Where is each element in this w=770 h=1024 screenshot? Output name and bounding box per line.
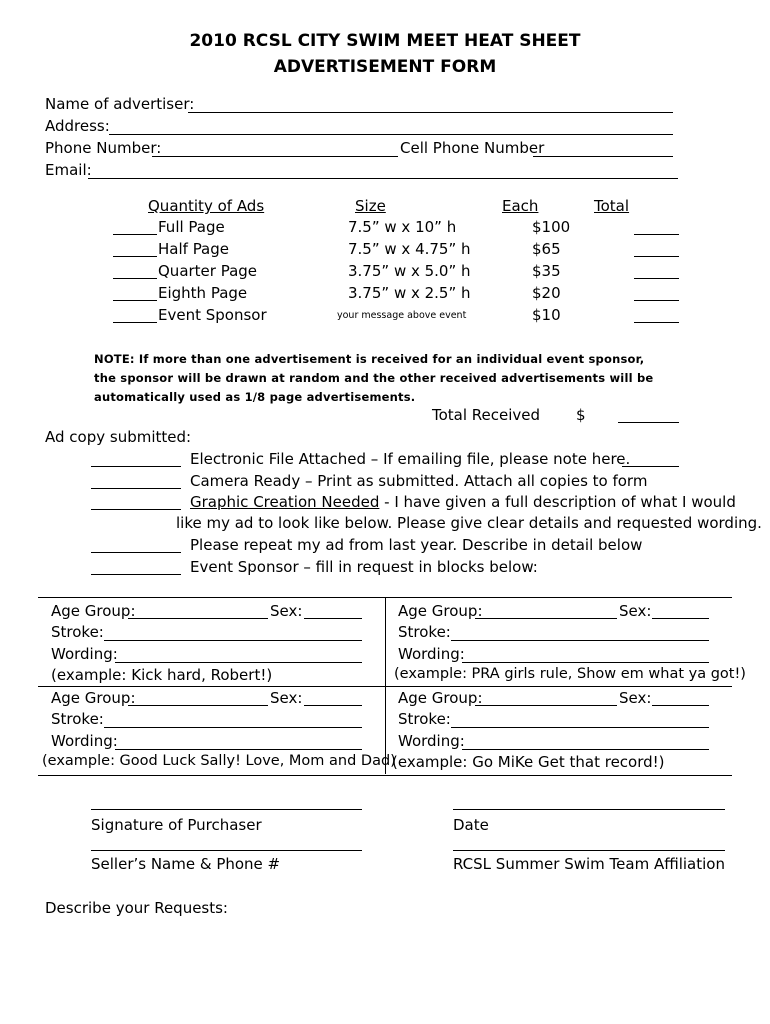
half-page-qty-field[interactable] [113, 256, 157, 257]
affiliation-label: RCSL Summer Swim Team Affiliation [453, 855, 725, 873]
cell-phone-field[interactable] [533, 156, 673, 157]
email-field[interactable] [88, 178, 678, 179]
quarter-page-qty-field[interactable] [113, 278, 157, 279]
age-group-field[interactable] [128, 618, 268, 619]
form-title-line2: ADVERTISEMENT FORM [273, 57, 497, 77]
graphic-creation-label: Graphic Creation Needed [190, 493, 380, 511]
purchaser-signature-label: Signature of Purchaser [91, 816, 262, 834]
age-group-label: Age Group: [51, 689, 136, 707]
affiliation-field[interactable] [453, 850, 725, 851]
note-line3: automatically used as 1/8 page advertisements. [94, 390, 416, 404]
wording-field[interactable] [115, 662, 362, 663]
age-group-field[interactable] [128, 705, 268, 706]
quarter-page-total-field[interactable] [634, 278, 679, 279]
wording-label: Wording: [398, 732, 465, 750]
sex-label: Sex: [619, 602, 652, 620]
seller-name-field[interactable] [91, 850, 362, 851]
email-label: Email: [45, 161, 92, 179]
wording-field[interactable] [115, 749, 362, 750]
stroke-label: Stroke: [51, 710, 104, 728]
example-text: (example: Kick hard, Robert!) [51, 666, 273, 684]
ad-size: your message above event [337, 310, 467, 321]
advertiser-name-label: Name of advertiser: [45, 95, 195, 113]
form-title-line1: 2010 RCSL CITY SWIM MEET HEAT SHEET [189, 31, 581, 51]
stroke-field[interactable] [104, 640, 362, 641]
age-group-label: Age Group: [51, 602, 136, 620]
repeat-ad-checkbox[interactable] [91, 552, 181, 553]
age-group-field[interactable] [475, 618, 617, 619]
ad-name: Half Page [158, 240, 230, 258]
note-line2: the sponsor will be drawn at random and the other received advertisements will be [94, 371, 654, 385]
event-sponsor-checkbox[interactable] [91, 574, 181, 575]
age-group-field[interactable] [475, 705, 617, 706]
total-header: Total [594, 197, 630, 215]
ad-name: Quarter Page [158, 262, 258, 280]
wording-label: Wording: [51, 645, 118, 663]
electronic-file-checkbox[interactable] [91, 466, 181, 467]
graphic-creation-description: - I have given a full description of what I would [379, 493, 736, 511]
age-group-label: Age Group: [398, 689, 483, 707]
total-received-field[interactable] [618, 422, 679, 423]
ad-size: 3.75” w x 5.0” h [348, 262, 471, 280]
email-note-field[interactable] [622, 466, 679, 467]
describe-requests-area[interactable] [45, 922, 725, 1012]
sex-label: Sex: [270, 689, 303, 707]
ad-name: Event Sponsor [158, 306, 267, 324]
date-field[interactable] [453, 809, 725, 810]
ad-size: 3.75” w x 2.5” h [348, 284, 471, 302]
half-page-total-field[interactable] [634, 256, 679, 257]
example-text: (example: PRA girls rule, Show em what ya got!) [394, 666, 746, 682]
ad-name: Eighth Page [158, 284, 248, 302]
cell-phone-label: Cell Phone Number [400, 139, 545, 157]
stroke-field[interactable] [104, 727, 362, 728]
total-received-currency: $ [576, 406, 586, 424]
describe-requests-label: Describe your Requests: [45, 899, 228, 917]
sex-label: Sex: [270, 602, 303, 620]
ad-price: $20 [532, 284, 561, 302]
grid-horizontal-divider [38, 686, 732, 687]
ad-price: $10 [532, 306, 561, 324]
seller-name-label: Seller’s Name & Phone # [91, 855, 281, 873]
full-page-qty-field[interactable] [113, 234, 157, 235]
ad-price: $65 [532, 240, 561, 258]
ad-copy-label: Ad copy submitted: [45, 428, 192, 446]
total-received-label: Total Received [432, 406, 541, 424]
note-line1: NOTE: If more than one advertisement is received for an individual event sponsor, [94, 352, 645, 366]
event-sponsor-total-field[interactable] [634, 322, 679, 323]
date-label: Date [453, 816, 489, 834]
sex-field[interactable] [652, 705, 709, 706]
stroke-field[interactable] [451, 727, 709, 728]
stroke-label: Stroke: [398, 710, 451, 728]
example-text: (example: Go MiKe Get that record!) [392, 753, 665, 771]
phone-label: Phone Number: [45, 139, 162, 157]
repeat-ad-option: Please repeat my ad from last year. Describe in detail below [190, 536, 643, 554]
full-page-total-field[interactable] [634, 234, 679, 235]
sex-field[interactable] [304, 618, 362, 619]
ad-price: $100 [532, 218, 571, 236]
each-header: Each [502, 197, 539, 215]
quantity-header: Quantity of Ads [148, 197, 265, 215]
size-header: Size [355, 197, 386, 215]
event-sponsor-option: Event Sponsor – fill in request in blocks below: [190, 558, 538, 576]
stroke-label: Stroke: [398, 623, 451, 641]
wording-field[interactable] [462, 662, 709, 663]
eighth-page-total-field[interactable] [634, 300, 679, 301]
graphic-creation-continued: like my ad to look like below. Please give clear details and requested wording. [176, 514, 762, 532]
sex-field[interactable] [652, 618, 709, 619]
address-field[interactable] [109, 134, 673, 135]
ad-size: 7.5” w x 4.75” h [348, 240, 471, 258]
wording-label: Wording: [398, 645, 465, 663]
graphic-creation-option [190, 493, 736, 511]
advertiser-name-field[interactable] [188, 112, 673, 113]
electronic-file-option: Electronic File Attached – If emailing file, please note here. [190, 450, 631, 468]
sex-field[interactable] [304, 705, 362, 706]
camera-ready-option: Camera Ready – Print as submitted. Attach all copies to form [190, 472, 648, 490]
camera-ready-checkbox[interactable] [91, 488, 181, 489]
ad-size: 7.5” w x 10” h [348, 218, 457, 236]
graphic-creation-checkbox[interactable] [91, 509, 181, 510]
wording-label: Wording: [51, 732, 118, 750]
eighth-page-qty-field[interactable] [113, 300, 157, 301]
purchaser-signature-field[interactable] [91, 809, 362, 810]
ad-name: Full Page [158, 218, 225, 236]
example-text: (example: Good Luck Sally! Love, Mom and Dad) [42, 753, 396, 769]
phone-field[interactable] [152, 156, 398, 157]
sex-label: Sex: [619, 689, 652, 707]
wording-field[interactable] [462, 749, 709, 750]
stroke-label: Stroke: [51, 623, 104, 641]
ad-price: $35 [532, 262, 561, 280]
age-group-label: Age Group: [398, 602, 483, 620]
stroke-field[interactable] [451, 640, 709, 641]
address-label: Address: [45, 117, 110, 135]
event-sponsor-qty-field[interactable] [113, 322, 157, 323]
